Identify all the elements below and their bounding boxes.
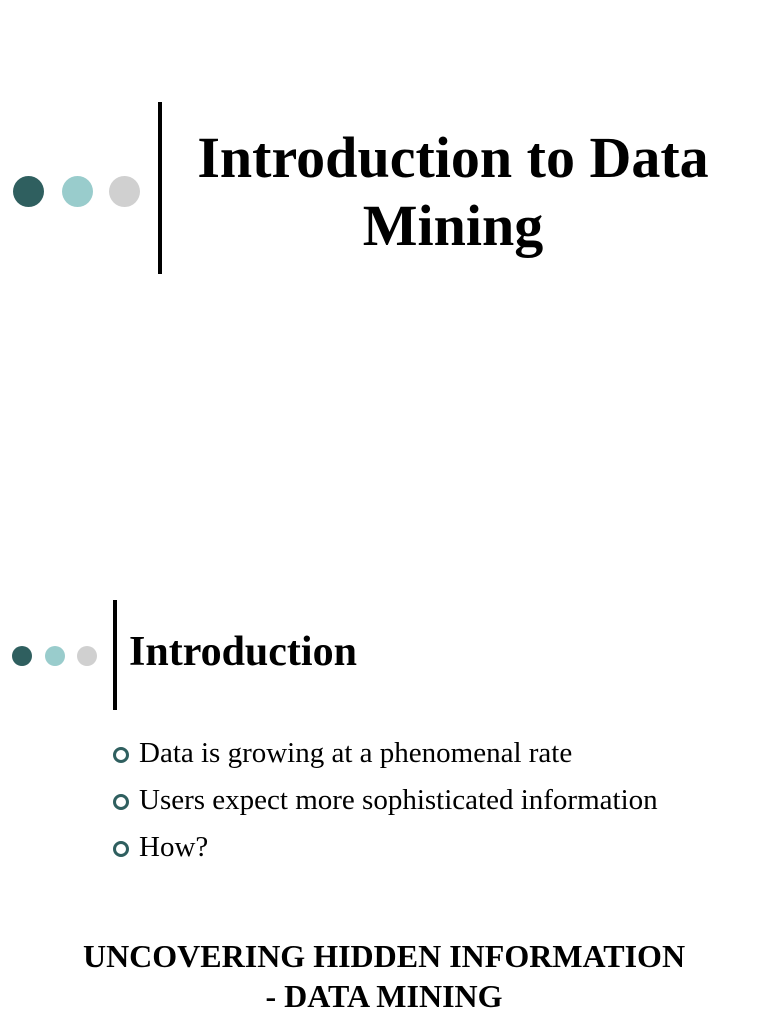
footer-line-2: - DATA MINING bbox=[265, 978, 503, 1014]
dark-teal-dot-icon bbox=[13, 176, 44, 207]
gray-dot-icon bbox=[109, 176, 140, 207]
slide-heading: Introduction bbox=[129, 629, 357, 675]
slide-title-heading bbox=[178, 124, 728, 260]
list-item bbox=[110, 730, 658, 777]
bullet-text: How? bbox=[139, 831, 209, 863]
dark-teal-dot-icon bbox=[12, 646, 32, 666]
ring-bullet-icon bbox=[113, 794, 129, 810]
light-teal-dot-icon bbox=[45, 646, 65, 666]
vertical-divider bbox=[113, 600, 117, 710]
light-teal-dot-icon bbox=[62, 176, 93, 207]
list-item bbox=[110, 777, 658, 824]
list-item bbox=[110, 824, 658, 871]
bullet-text: Users expect more sophisticated information bbox=[139, 784, 658, 816]
title-line-2: Mining bbox=[362, 193, 544, 258]
slide-introduction bbox=[0, 560, 768, 1024]
footer-line-1: UNCOVERING HIDDEN INFORMATION bbox=[82, 938, 686, 974]
ring-bullet-icon bbox=[113, 747, 129, 763]
bullet-list bbox=[110, 730, 658, 871]
ring-bullet-icon bbox=[113, 841, 129, 857]
bullet-text: Data is growing at a phenomenal rate bbox=[139, 737, 573, 769]
footer-heading bbox=[0, 936, 768, 1016]
title-line-1: Introduction to Data bbox=[197, 125, 709, 190]
vertical-divider bbox=[158, 102, 162, 274]
gray-dot-icon bbox=[77, 646, 97, 666]
